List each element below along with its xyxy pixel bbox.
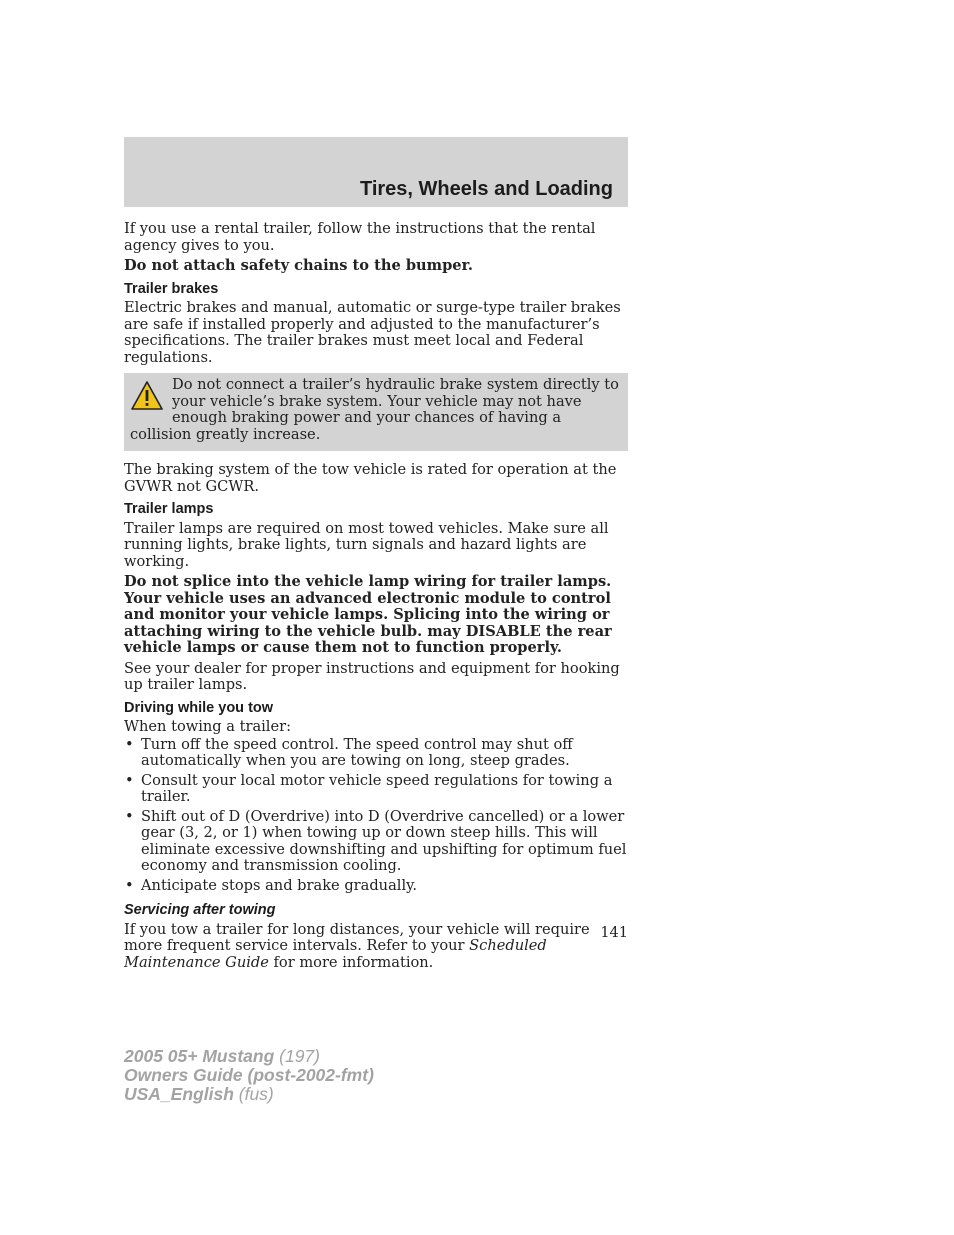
bullet-dot: •	[125, 876, 134, 894]
rental-paragraph: If you use a rental trailer, follow the instructions that the rental agency gives to you.	[124, 220, 596, 254]
servicing-text-end: for more information.	[268, 953, 434, 971]
lamp-wiring-notice: Do not splice into the vehicle lamp wiring for trailer lamps. Your vehicle uses an advanced electronic module to control and monitor your vehicle lamps. Splicing into the wiring or attaching wiring to the vehicle bulb. may DISABLE the rear vehicle lamps or cause them not to function properly.	[124, 573, 612, 656]
dealer-paragraph: See your dealer for proper instructions and equipment for hooking up trailer lamps.	[124, 659, 620, 693]
footer-line-3	[124, 1085, 374, 1104]
heading-servicing-after-towing: Servicing after towing	[124, 902, 276, 918]
section-title: Tires, Wheels and Loading	[359, 178, 613, 200]
braking-rating-paragraph: The braking system of the tow vehicle is rated for operation at the GVWR not GCWR.	[124, 461, 617, 495]
towing-list	[124, 737, 628, 895]
list-item-text: Anticipate stops and brake gradually.	[141, 876, 418, 894]
footer-guide: Owners Guide (post-2002-fmt)	[124, 1065, 374, 1085]
footer-line-2	[124, 1066, 374, 1085]
page-content	[124, 221, 628, 975]
heading-trailer-brakes: Trailer brakes	[124, 280, 219, 297]
bullet-dot: •	[125, 771, 134, 789]
warning-triangle-icon	[130, 379, 164, 413]
list-item	[124, 737, 628, 770]
servicing-text-start: If you tow a trailer for long distances, your vehicle will require more frequent service intervals. Refer to your	[124, 920, 590, 954]
towing-lead: When towing a trailer:	[124, 718, 292, 735]
bullet-dot: •	[125, 735, 134, 753]
list-item	[124, 773, 628, 806]
heading-driving-while-you-tow: Driving while you tow	[124, 699, 274, 716]
footer-model-code: (197)	[274, 1046, 320, 1066]
list-item-text: Shift out of D (Overdrive) into D (Overdrive cancelled) or a lower gear (3, 2, or 1) when towing up or down steep hills. This will eliminate excessive downshifting and upshifting for optimum fuel economy and transmission cooling.	[141, 807, 627, 874]
section-header-band	[124, 137, 628, 207]
trailer-brakes-paragraph: Electric brakes and manual, automatic or surge-type trailer brakes are safe if installed properly and adjusted to the manufacturer’s specifications. The trailer brakes must meet local and Federal regulations.	[124, 299, 621, 366]
safety-chain-notice: Do not attach safety chains to the bumper.	[124, 257, 473, 274]
list-item-text: Consult your local motor vehicle speed regulations for towing a trailer.	[141, 771, 613, 805]
footer-line-1	[124, 1047, 374, 1066]
warning-box	[124, 373, 628, 451]
trailer-lamps-paragraph: Trailer lamps are required on most towed vehicles. Make sure all running lights, brake lights, turn signals and hazard lights are working.	[124, 519, 609, 570]
list-item	[124, 878, 628, 895]
document-footer	[124, 1047, 374, 1104]
list-item	[124, 809, 628, 875]
footer-language-code: (fus)	[233, 1084, 274, 1104]
footer-model: 2005 05+ Mustang	[124, 1046, 275, 1066]
footer-language: USA_English	[124, 1084, 234, 1104]
page-number: 141	[600, 925, 628, 941]
list-item-text: Turn off the speed control. The speed control may shut off automatically when you are towing on long, steep grades.	[141, 735, 573, 769]
heading-trailer-lamps: Trailer lamps	[124, 501, 214, 517]
bullet-dot: •	[125, 807, 134, 825]
warning-text: Do not connect a trailer’s hydraulic brake system directly to your vehicle’s brake system. Your vehicle may not have enough braking power and your chances of having a collision greatly increase.	[130, 376, 619, 443]
maintenance-guide-reference: Scheduled Maintenance Guide	[124, 937, 547, 971]
